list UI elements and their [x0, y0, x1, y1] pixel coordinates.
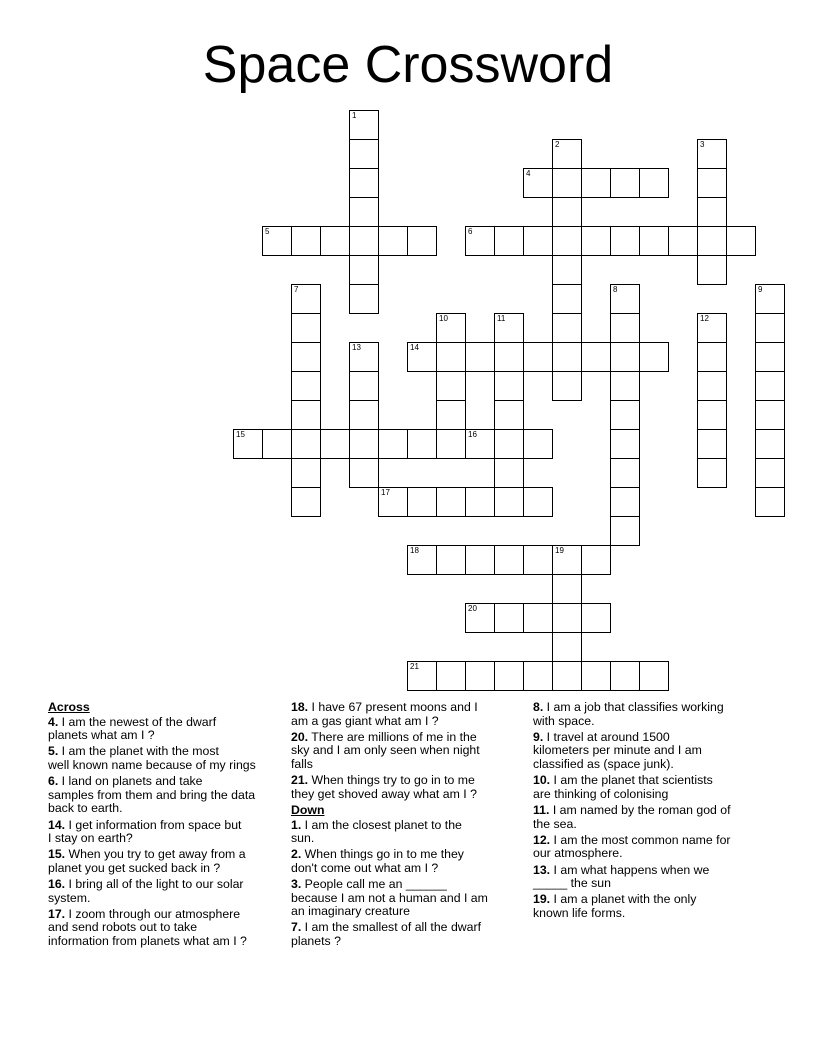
clue-number: 2	[555, 140, 560, 149]
clue-text: I zoom through our atmosphere and send robots out to take information from planets what am I ?	[48, 906, 247, 949]
grid-cell[interactable]	[436, 342, 466, 372]
grid-cell[interactable]	[291, 284, 321, 314]
clue	[48, 745, 288, 772]
grid-cell[interactable]	[697, 429, 727, 459]
clue-number: 7	[294, 285, 299, 294]
clue-number-label: 6.	[48, 774, 59, 789]
grid-cell[interactable]	[581, 168, 611, 198]
grid-cell[interactable]	[755, 458, 785, 488]
grid-cell[interactable]	[610, 371, 640, 401]
clue	[533, 804, 773, 831]
grid-cell[interactable]	[581, 661, 611, 691]
across-heading: Across	[48, 700, 90, 714]
grid-cell[interactable]	[523, 342, 553, 372]
clue-text: I land on planets and take samples from them and bring the data back to earth.	[48, 774, 256, 816]
clues-column-3	[533, 701, 773, 923]
clue	[291, 921, 527, 948]
grid-cell[interactable]	[349, 168, 379, 198]
grid-cell[interactable]	[465, 545, 495, 575]
grid-cell[interactable]	[610, 284, 640, 314]
grid-cell[interactable]	[552, 255, 582, 285]
clue	[291, 701, 527, 728]
grid-cell[interactable]	[407, 661, 437, 691]
grid-cell[interactable]	[465, 661, 495, 691]
clue-number-label: 21.	[291, 773, 309, 788]
clue-text: I am a planet with the only known life forms.	[533, 892, 697, 920]
clue-text: I am named by the roman god of the sea.	[533, 802, 731, 831]
grid-cell[interactable]	[552, 661, 582, 691]
clue-text: I bring all of the light to our solar system.	[48, 877, 244, 905]
clue-text: I am the newest of the dwarf planets what am I ?	[48, 714, 217, 743]
clue-text: I have 67 present moons and I am a gas giant what am I ?	[291, 700, 478, 728]
grid-cell[interactable]	[697, 226, 727, 256]
grid-cell[interactable]	[581, 603, 611, 633]
grid-cell[interactable]	[639, 168, 669, 198]
clue	[48, 819, 288, 846]
grid-cell[interactable]	[349, 226, 379, 256]
clue-text: I am the planet that scientists are thinking of colonising	[533, 773, 713, 801]
grid-cell[interactable]	[755, 342, 785, 372]
grid-cell[interactable]	[523, 168, 553, 198]
grid-cell[interactable]	[581, 226, 611, 256]
grid-cell[interactable]	[755, 313, 785, 343]
clue-number-label: 5.	[48, 744, 59, 759]
grid-cell[interactable]	[291, 429, 321, 459]
clue-number: 18	[410, 546, 419, 555]
grid-cell[interactable]	[465, 342, 495, 372]
clue-text: I am the most common name for our atmosphere.	[533, 832, 731, 861]
clue-number: 19	[555, 546, 564, 555]
clue-number-label: 11.	[533, 802, 550, 817]
grid-cell[interactable]	[552, 632, 582, 662]
grid-cell[interactable]	[552, 197, 582, 227]
grid-cell[interactable]	[610, 342, 640, 372]
grid-cell[interactable]	[697, 371, 727, 401]
grid-cell[interactable]	[523, 603, 553, 633]
grid-cell[interactable]	[726, 226, 756, 256]
clue-number: 4	[526, 169, 531, 178]
grid-cell[interactable]	[494, 400, 524, 430]
clue-text: I am a job that classifies working with space.	[533, 700, 724, 728]
grid-cell[interactable]	[494, 661, 524, 691]
grid-cell[interactable]	[262, 429, 292, 459]
clue-number: 11	[497, 314, 506, 323]
clue-number-label: 19.	[533, 892, 551, 907]
grid-cell[interactable]	[697, 458, 727, 488]
clue-number: 13	[352, 343, 361, 352]
grid-cell[interactable]	[262, 226, 292, 256]
clue	[48, 775, 288, 816]
grid-cell[interactable]	[697, 400, 727, 430]
grid-cell[interactable]	[291, 226, 321, 256]
grid-cell[interactable]	[465, 487, 495, 517]
grid-cell[interactable]	[291, 313, 321, 343]
clue-number: 21	[410, 662, 419, 671]
clue-number-label: 13.	[533, 862, 551, 877]
clues-column-1	[48, 701, 288, 951]
clue-text: I am the planet with the most well known name because of my rings	[48, 744, 256, 772]
grid-cell[interactable]	[233, 429, 263, 459]
grid-cell[interactable]	[610, 487, 640, 517]
clue	[533, 893, 773, 920]
grid-cell[interactable]	[494, 458, 524, 488]
grid-cell[interactable]	[291, 487, 321, 517]
clue-number: 16	[468, 430, 477, 439]
clue-text: When things try to go in to me they get shoved away what am I ?	[291, 773, 477, 801]
grid-cell[interactable]	[494, 429, 524, 459]
grid-cell[interactable]	[494, 545, 524, 575]
grid-cell[interactable]	[349, 255, 379, 285]
clue-text: I am the smallest of all the dwarf planets ?	[291, 920, 482, 949]
clue	[48, 716, 288, 743]
grid-cell[interactable]	[436, 661, 466, 691]
clue-number: 6	[468, 227, 473, 236]
grid-cell[interactable]	[465, 603, 495, 633]
grid-cell[interactable]	[494, 226, 524, 256]
grid-cell[interactable]	[349, 197, 379, 227]
grid-cell[interactable]	[552, 574, 582, 604]
grid-cell[interactable]	[697, 139, 727, 169]
grid-cell[interactable]	[755, 429, 785, 459]
grid-cell[interactable]	[755, 284, 785, 314]
down-heading: Down	[291, 802, 325, 817]
grid-cell[interactable]	[494, 487, 524, 517]
clue-number: 5	[265, 227, 270, 236]
grid-cell[interactable]	[552, 603, 582, 633]
grid-cell[interactable]	[552, 284, 582, 314]
grid-cell[interactable]	[610, 400, 640, 430]
grid-cell[interactable]	[349, 284, 379, 314]
clue-number: 9	[758, 285, 763, 294]
grid-cell[interactable]	[523, 226, 553, 256]
clue-text: I travel at around 1500 kilometers per minute and I am classified as (space junk).	[533, 729, 702, 771]
grid-cell[interactable]	[349, 458, 379, 488]
grid-cell[interactable]	[407, 226, 437, 256]
clue	[291, 878, 527, 919]
grid-cell[interactable]	[291, 458, 321, 488]
grid-cell[interactable]	[552, 371, 582, 401]
clue-number-label: 1.	[291, 817, 302, 832]
clue	[533, 864, 773, 891]
grid-cell[interactable]	[378, 429, 408, 459]
clues-column-2	[291, 701, 527, 951]
grid-cell[interactable]	[349, 110, 379, 140]
grid-cell[interactable]	[436, 545, 466, 575]
grid-cell[interactable]	[349, 400, 379, 430]
clue-number-label: 7.	[291, 920, 302, 935]
clue-number: 12	[700, 314, 709, 323]
grid-cell[interactable]	[610, 168, 640, 198]
grid-cell[interactable]	[755, 371, 785, 401]
clue-text: I am what happens when we _____ the sun	[533, 862, 710, 891]
grid-cell[interactable]	[436, 313, 466, 343]
clue-number-label: 4.	[48, 714, 59, 729]
grid-cell[interactable]	[639, 342, 669, 372]
grid-cell[interactable]	[523, 545, 553, 575]
clue-number-label: 9.	[533, 729, 544, 744]
grid-cell[interactable]	[465, 429, 495, 459]
grid-cell[interactable]	[436, 371, 466, 401]
clue-text: People call me an ______ because I am not a human and I am an imaginary creature	[291, 877, 488, 919]
grid-cell[interactable]	[552, 313, 582, 343]
clue-number: 1	[352, 111, 357, 120]
grid-cell[interactable]	[291, 342, 321, 372]
grid-cell[interactable]	[407, 429, 437, 459]
clue-number: 15	[236, 430, 245, 439]
grid-cell[interactable]	[465, 226, 495, 256]
grid-cell[interactable]	[291, 400, 321, 430]
grid-cell[interactable]	[349, 429, 379, 459]
clue	[48, 908, 288, 949]
clue	[533, 731, 773, 772]
grid-cell[interactable]	[610, 661, 640, 691]
clue	[533, 701, 773, 728]
grid-cell[interactable]	[610, 458, 640, 488]
grid-cell[interactable]	[436, 487, 466, 517]
grid-cell[interactable]	[697, 342, 727, 372]
clue-number-label: 8.	[533, 700, 544, 714]
clue-number: 20	[468, 604, 477, 613]
grid-cell[interactable]	[407, 487, 437, 517]
grid-cell[interactable]	[407, 545, 437, 575]
grid-cell[interactable]	[523, 429, 553, 459]
grid-cell[interactable]	[407, 342, 437, 372]
grid-cell[interactable]	[610, 429, 640, 459]
grid-cell[interactable]	[697, 313, 727, 343]
clue	[291, 731, 527, 772]
grid-cell[interactable]	[320, 226, 350, 256]
grid-cell[interactable]	[349, 342, 379, 372]
grid-cell[interactable]	[320, 429, 350, 459]
clue-number-label: 16.	[48, 877, 66, 892]
clue	[291, 774, 527, 801]
clue-number-label: 14.	[48, 817, 66, 832]
grid-cell[interactable]	[697, 197, 727, 227]
grid-cell[interactable]	[552, 545, 582, 575]
clue-number-label: 18.	[291, 700, 309, 714]
clue-number: 14	[410, 343, 419, 352]
clue	[291, 848, 527, 875]
clue-number-label: 2.	[291, 847, 302, 862]
grid-cell[interactable]	[436, 400, 466, 430]
grid-cell[interactable]	[494, 371, 524, 401]
clue-text: I am the closest planet to the sun.	[291, 817, 462, 846]
clue	[533, 774, 773, 801]
grid-cell[interactable]	[494, 313, 524, 343]
grid-cell[interactable]	[755, 487, 785, 517]
clue	[48, 878, 288, 905]
clue-text: When you try to get away from a planet you get sucked back in ?	[48, 847, 246, 875]
grid-cell[interactable]	[610, 516, 640, 546]
clue-number: 10	[439, 314, 448, 323]
grid-cell[interactable]	[552, 342, 582, 372]
clue-number: 8	[613, 285, 618, 294]
clue-number-label: 12.	[533, 832, 551, 847]
grid-cell[interactable]	[755, 400, 785, 430]
grid-cell[interactable]	[610, 226, 640, 256]
clue-number-label: 17.	[48, 906, 66, 921]
clue-text: I get information from space but I stay on earth?	[48, 817, 242, 846]
page-title: Space Crossword	[202, 36, 614, 94]
clue-number: 17	[381, 488, 390, 497]
grid-cell[interactable]	[552, 139, 582, 169]
grid-cell[interactable]	[494, 603, 524, 633]
grid-cell[interactable]	[668, 226, 698, 256]
grid-cell[interactable]	[349, 371, 379, 401]
grid-cell[interactable]	[349, 139, 379, 169]
grid-cell[interactable]	[552, 226, 582, 256]
grid-cell[interactable]	[639, 226, 669, 256]
grid-cell[interactable]	[610, 313, 640, 343]
grid-cell[interactable]	[581, 545, 611, 575]
grid-cell[interactable]	[639, 661, 669, 691]
clue-number-label: 15.	[48, 847, 66, 862]
clue-text: There are millions of me in the sky and I am only seen when night falls	[291, 729, 480, 771]
grid-cell[interactable]	[523, 487, 553, 517]
grid-cell[interactable]	[291, 371, 321, 401]
grid-cell[interactable]	[378, 487, 408, 517]
clue	[533, 834, 773, 861]
clue	[291, 819, 527, 846]
clue-text: When things go in to me they don't come out what am I ?	[291, 847, 464, 875]
grid-cell[interactable]	[697, 168, 727, 198]
grid-cell[interactable]	[552, 168, 582, 198]
clue	[48, 848, 288, 875]
clue-number-label: 20.	[291, 729, 309, 744]
grid-cell[interactable]	[523, 661, 553, 691]
clue-number: 3	[700, 140, 705, 149]
grid-cell[interactable]	[494, 342, 524, 372]
grid-cell[interactable]	[581, 342, 611, 372]
clue-number-label: 3.	[291, 877, 302, 892]
grid-cell[interactable]	[697, 255, 727, 285]
grid-cell[interactable]	[436, 429, 466, 459]
clue-number-label: 10.	[533, 773, 551, 788]
grid-cell[interactable]	[378, 226, 408, 256]
